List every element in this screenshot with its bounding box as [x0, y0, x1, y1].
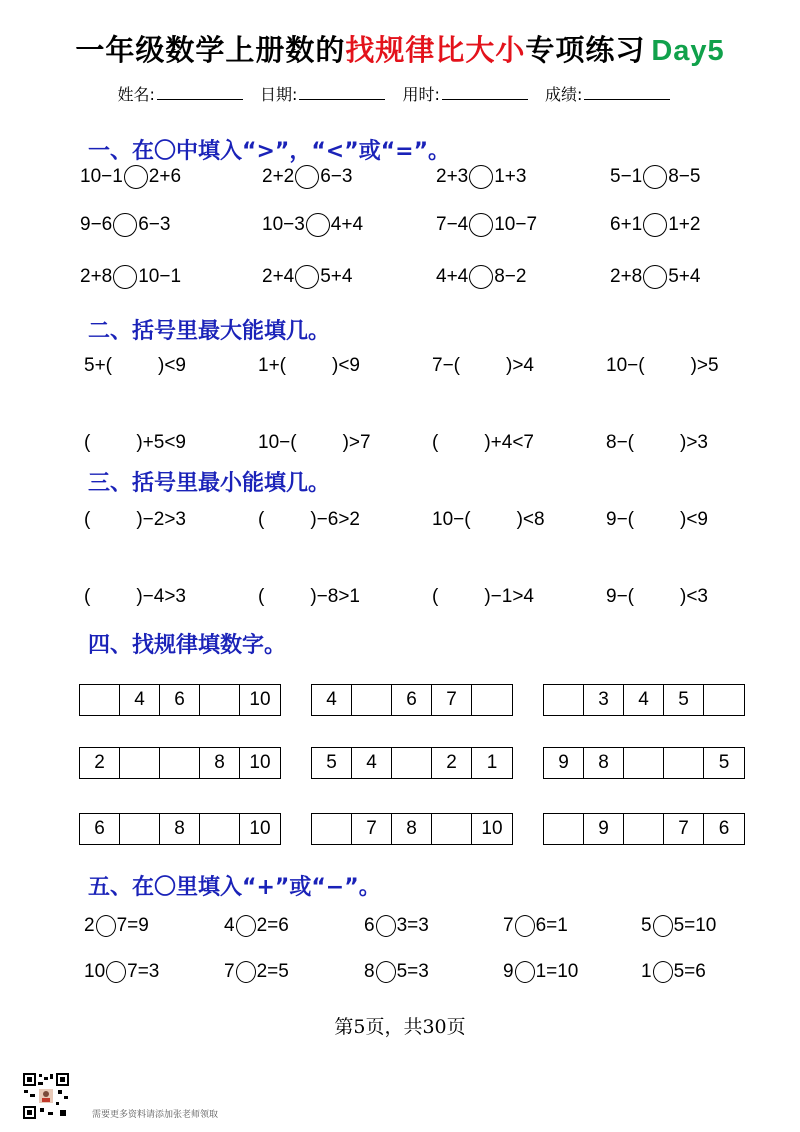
- operator-item: [224, 911, 289, 941]
- right-part: 1=10: [535, 961, 579, 982]
- name-label: 姓名:: [117, 85, 155, 104]
- fill-item: [432, 582, 534, 612]
- expression-end: )−1>4: [484, 586, 534, 607]
- number-cell: 6: [160, 685, 200, 715]
- right-expression: 4+4: [330, 214, 364, 235]
- expression-start: 10−(: [606, 355, 645, 376]
- expression-start: 1+(: [258, 355, 286, 376]
- number-cell: 10: [481, 818, 503, 839]
- answer-circle[interactable]: [469, 265, 493, 289]
- expression-start: 8−(: [606, 432, 634, 453]
- expression-end: )+5<9: [136, 432, 186, 453]
- number-cell: 9: [544, 748, 584, 778]
- fill-item: [606, 505, 708, 535]
- left-expression: 2+2: [262, 166, 295, 187]
- number-cell: 4: [120, 685, 160, 715]
- fill-item: [84, 428, 186, 458]
- sequence-box: [543, 813, 745, 845]
- expression-start: 7−(: [432, 355, 460, 376]
- left-number: 10: [84, 961, 106, 982]
- left-expression: 2+3: [436, 166, 469, 187]
- number-cell: 10: [249, 689, 271, 710]
- right-expression: 8−5: [668, 166, 701, 187]
- blank-cell[interactable]: [472, 685, 512, 715]
- operator-circle[interactable]: [515, 961, 535, 983]
- number-cell: 8: [160, 814, 200, 844]
- left-expression: 7−4: [436, 214, 469, 235]
- score-label: 成绩:: [545, 85, 583, 104]
- fill-item: [258, 351, 360, 381]
- fill-item: [258, 505, 360, 535]
- number-cell: 3: [584, 685, 624, 715]
- blank-cell[interactable]: [392, 748, 432, 778]
- expression-start: 9−(: [606, 509, 634, 530]
- operator-circle[interactable]: [376, 915, 396, 937]
- operator-item: [84, 957, 159, 987]
- answer-circle[interactable]: [295, 165, 319, 189]
- number-cell: 4: [352, 748, 392, 778]
- sequence-box: [311, 684, 513, 716]
- left-number: 9: [503, 961, 514, 982]
- right-part: 7=9: [116, 915, 149, 936]
- compare-item: [262, 262, 352, 292]
- blank-cell[interactable]: [120, 814, 160, 844]
- title-part-2: 找规律比大小: [345, 33, 526, 67]
- left-number: 7: [503, 915, 514, 936]
- right-expression: 10−1: [138, 266, 182, 287]
- sequence-box: [543, 684, 745, 716]
- date-label: 日期:: [260, 85, 298, 104]
- fill-item: [84, 505, 186, 535]
- operator-item: [224, 957, 289, 987]
- right-expression: 6−3: [320, 166, 353, 187]
- blank-cell[interactable]: [160, 748, 200, 778]
- title-day: Day5: [651, 35, 725, 67]
- sequence-box: [543, 747, 745, 779]
- operator-circle[interactable]: [236, 961, 256, 983]
- number-cell: 4: [312, 685, 352, 715]
- number-cell: 5: [312, 748, 352, 778]
- operator-circle[interactable]: [236, 915, 256, 937]
- right-part: 5=10: [673, 915, 717, 936]
- left-number: 4: [224, 915, 235, 936]
- sequence-box: [79, 813, 281, 845]
- blank-cell[interactable]: [312, 814, 352, 844]
- expression-end: )+4<7: [484, 432, 534, 453]
- expression-start: (: [258, 586, 265, 607]
- compare-item: [262, 210, 363, 240]
- blank-cell[interactable]: [352, 685, 392, 715]
- number-cell: 8: [392, 814, 432, 844]
- compare-item: [80, 262, 181, 292]
- operator-item: [503, 957, 578, 987]
- sequence-box: [311, 747, 513, 779]
- worksheet-title: [0, 28, 800, 69]
- operator-item: [503, 911, 568, 941]
- compare-item: [610, 210, 700, 240]
- right-part: 6=1: [535, 915, 568, 936]
- blank-cell[interactable]: [544, 685, 584, 715]
- number-cell: 5: [664, 685, 704, 715]
- left-expression: 6+1: [610, 214, 643, 235]
- expression-start: 9−(: [606, 586, 634, 607]
- fill-item: [432, 505, 545, 535]
- left-expression: 9−6: [80, 214, 113, 235]
- title-part-1: 一年级数学上册数的: [75, 33, 346, 67]
- expression-end: )<8: [516, 509, 545, 530]
- left-expression: 5−1: [610, 166, 643, 187]
- left-number: 1: [641, 961, 652, 982]
- left-number: 6: [364, 915, 375, 936]
- fill-item: [84, 582, 186, 612]
- operator-circle[interactable]: [96, 915, 116, 937]
- operator-circle[interactable]: [106, 961, 126, 983]
- blank-cell[interactable]: [544, 814, 584, 844]
- expression-start: 10−(: [432, 509, 471, 530]
- operator-circle[interactable]: [653, 961, 673, 983]
- compare-item: [610, 262, 700, 292]
- blank-cell[interactable]: [200, 814, 240, 844]
- right-part: 5=3: [396, 961, 429, 982]
- right-part: 5=6: [673, 961, 706, 982]
- blank-cell[interactable]: [200, 685, 240, 715]
- fill-item: [258, 582, 360, 612]
- answer-circle[interactable]: [113, 265, 137, 289]
- right-expression: 1+3: [494, 166, 527, 187]
- right-part: 2=6: [256, 915, 289, 936]
- sequence-box: [311, 813, 513, 845]
- operator-circle[interactable]: [515, 915, 535, 937]
- section-1-heading: 一、在〇中填入“>”，“<”或“=”。: [88, 139, 451, 164]
- fill-item: [84, 351, 186, 381]
- student-info-line: [0, 82, 800, 105]
- left-number: 2: [84, 915, 95, 936]
- fill-item: [432, 428, 534, 458]
- right-expression: 8−2: [494, 266, 527, 287]
- expression-end: )−2>3: [136, 509, 186, 530]
- blank-cell[interactable]: [704, 685, 744, 715]
- expression-start: (: [432, 586, 439, 607]
- expression-end: )−4>3: [136, 586, 186, 607]
- blank-cell[interactable]: [664, 748, 704, 778]
- number-cell: 10: [249, 752, 271, 773]
- compare-item: [436, 262, 526, 292]
- number-cell: 10: [249, 818, 271, 839]
- left-expression: 2+4: [262, 266, 295, 287]
- fill-item: [432, 351, 534, 381]
- number-cell: 7: [432, 685, 472, 715]
- operator-circle[interactable]: [376, 961, 396, 983]
- number-cell: 4: [624, 685, 664, 715]
- expression-end: )<9: [680, 509, 708, 530]
- compare-item: [80, 210, 170, 240]
- expression-end: )<9: [332, 355, 360, 376]
- number-cell: 6: [80, 814, 120, 844]
- expression-end: )>5: [690, 355, 719, 376]
- blank-cell[interactable]: [120, 748, 160, 778]
- answer-circle[interactable]: [469, 165, 493, 189]
- section-4-heading: 四、找规律填数字。: [88, 633, 287, 658]
- expression-start: 10−(: [258, 432, 297, 453]
- number-cell: 8: [584, 748, 624, 778]
- compare-item: [262, 162, 352, 192]
- section-2-heading: 二、括号里最大能填几。: [88, 319, 331, 344]
- operator-item: [84, 911, 149, 941]
- right-part: 7=3: [127, 961, 160, 982]
- right-expression: 1+2: [668, 214, 701, 235]
- expression-start: (: [84, 509, 91, 530]
- blank-cell[interactable]: [432, 814, 472, 844]
- expression-end: )−6>2: [310, 509, 360, 530]
- right-expression: 6−3: [138, 214, 171, 235]
- operator-item: [364, 911, 429, 941]
- time-label: 用时:: [402, 85, 440, 104]
- fill-item: [606, 428, 708, 458]
- expression-end: )−8>1: [310, 586, 360, 607]
- left-expression: 10−1: [80, 166, 123, 187]
- answer-circle[interactable]: [113, 213, 137, 237]
- fill-item: [606, 582, 708, 612]
- answer-circle[interactable]: [306, 213, 330, 237]
- blank-cell[interactable]: [624, 814, 664, 844]
- left-expression: 4+4: [436, 266, 469, 287]
- date-blank[interactable]: [299, 85, 385, 100]
- right-part: 2=5: [256, 961, 289, 982]
- expression-end: )>7: [342, 432, 371, 453]
- number-cell: 2: [432, 748, 472, 778]
- number-cell: 2: [80, 748, 120, 778]
- left-number: 7: [224, 961, 235, 982]
- number-cell: 8: [200, 748, 240, 778]
- number-cell: 6: [392, 685, 432, 715]
- answer-circle[interactable]: [643, 265, 667, 289]
- answer-circle[interactable]: [124, 165, 148, 189]
- section-5-heading: 五、在〇里填入“+”或“−”。: [88, 875, 381, 900]
- left-expression: 2+8: [80, 266, 113, 287]
- time-blank[interactable]: [442, 85, 528, 100]
- operator-circle[interactable]: [653, 915, 673, 937]
- left-expression: 2+8: [610, 266, 643, 287]
- number-cell: 7: [352, 814, 392, 844]
- right-expression: 2+6: [148, 166, 182, 187]
- title-part-3: 专项练习: [525, 33, 646, 67]
- blank-cell[interactable]: [80, 685, 120, 715]
- section-3-heading: 三、括号里最小能填几。: [88, 471, 331, 496]
- expression-start: (: [84, 432, 91, 453]
- left-number: 5: [641, 915, 652, 936]
- number-cell: 1: [486, 752, 498, 773]
- blank-cell[interactable]: [624, 748, 664, 778]
- expression-end: )<3: [680, 586, 708, 607]
- expression-end: )>4: [506, 355, 534, 376]
- sequence-box: [79, 684, 281, 716]
- answer-circle[interactable]: [469, 213, 493, 237]
- score-blank[interactable]: [584, 85, 670, 100]
- number-cell: 6: [718, 818, 730, 839]
- fill-item: [258, 428, 371, 458]
- qr-code-icon: [22, 1072, 70, 1120]
- compare-item: [436, 162, 526, 192]
- left-number: 8: [364, 961, 375, 982]
- answer-circle[interactable]: [295, 265, 319, 289]
- answer-circle[interactable]: [643, 165, 667, 189]
- right-expression: 10−7: [494, 214, 538, 235]
- sequence-box: [79, 747, 281, 779]
- name-blank[interactable]: [157, 85, 243, 100]
- expression-end: )>3: [680, 432, 708, 453]
- fill-item: [606, 351, 719, 381]
- operator-item: [641, 957, 706, 987]
- compare-item: [436, 210, 537, 240]
- operator-item: [364, 957, 429, 987]
- qr-note: 需要更多资料请添加张老师领取: [92, 1110, 219, 1120]
- expression-start: 5+(: [84, 355, 112, 376]
- compare-item: [80, 162, 181, 192]
- right-expression: 5+4: [320, 266, 353, 287]
- compare-item: [610, 162, 700, 192]
- expression-start: (: [258, 509, 265, 530]
- right-expression: 5+4: [668, 266, 701, 287]
- number-cell: 9: [584, 814, 624, 844]
- expression-start: (: [432, 432, 439, 453]
- operator-item: [641, 911, 716, 941]
- number-cell: 7: [664, 814, 704, 844]
- answer-circle[interactable]: [643, 213, 667, 237]
- expression-start: (: [84, 586, 91, 607]
- number-cell: 5: [718, 752, 730, 773]
- right-part: 3=3: [396, 915, 429, 936]
- expression-end: )<9: [158, 355, 186, 376]
- left-expression: 10−3: [262, 214, 305, 235]
- page-number: 第5页，共30页: [334, 1016, 466, 1038]
